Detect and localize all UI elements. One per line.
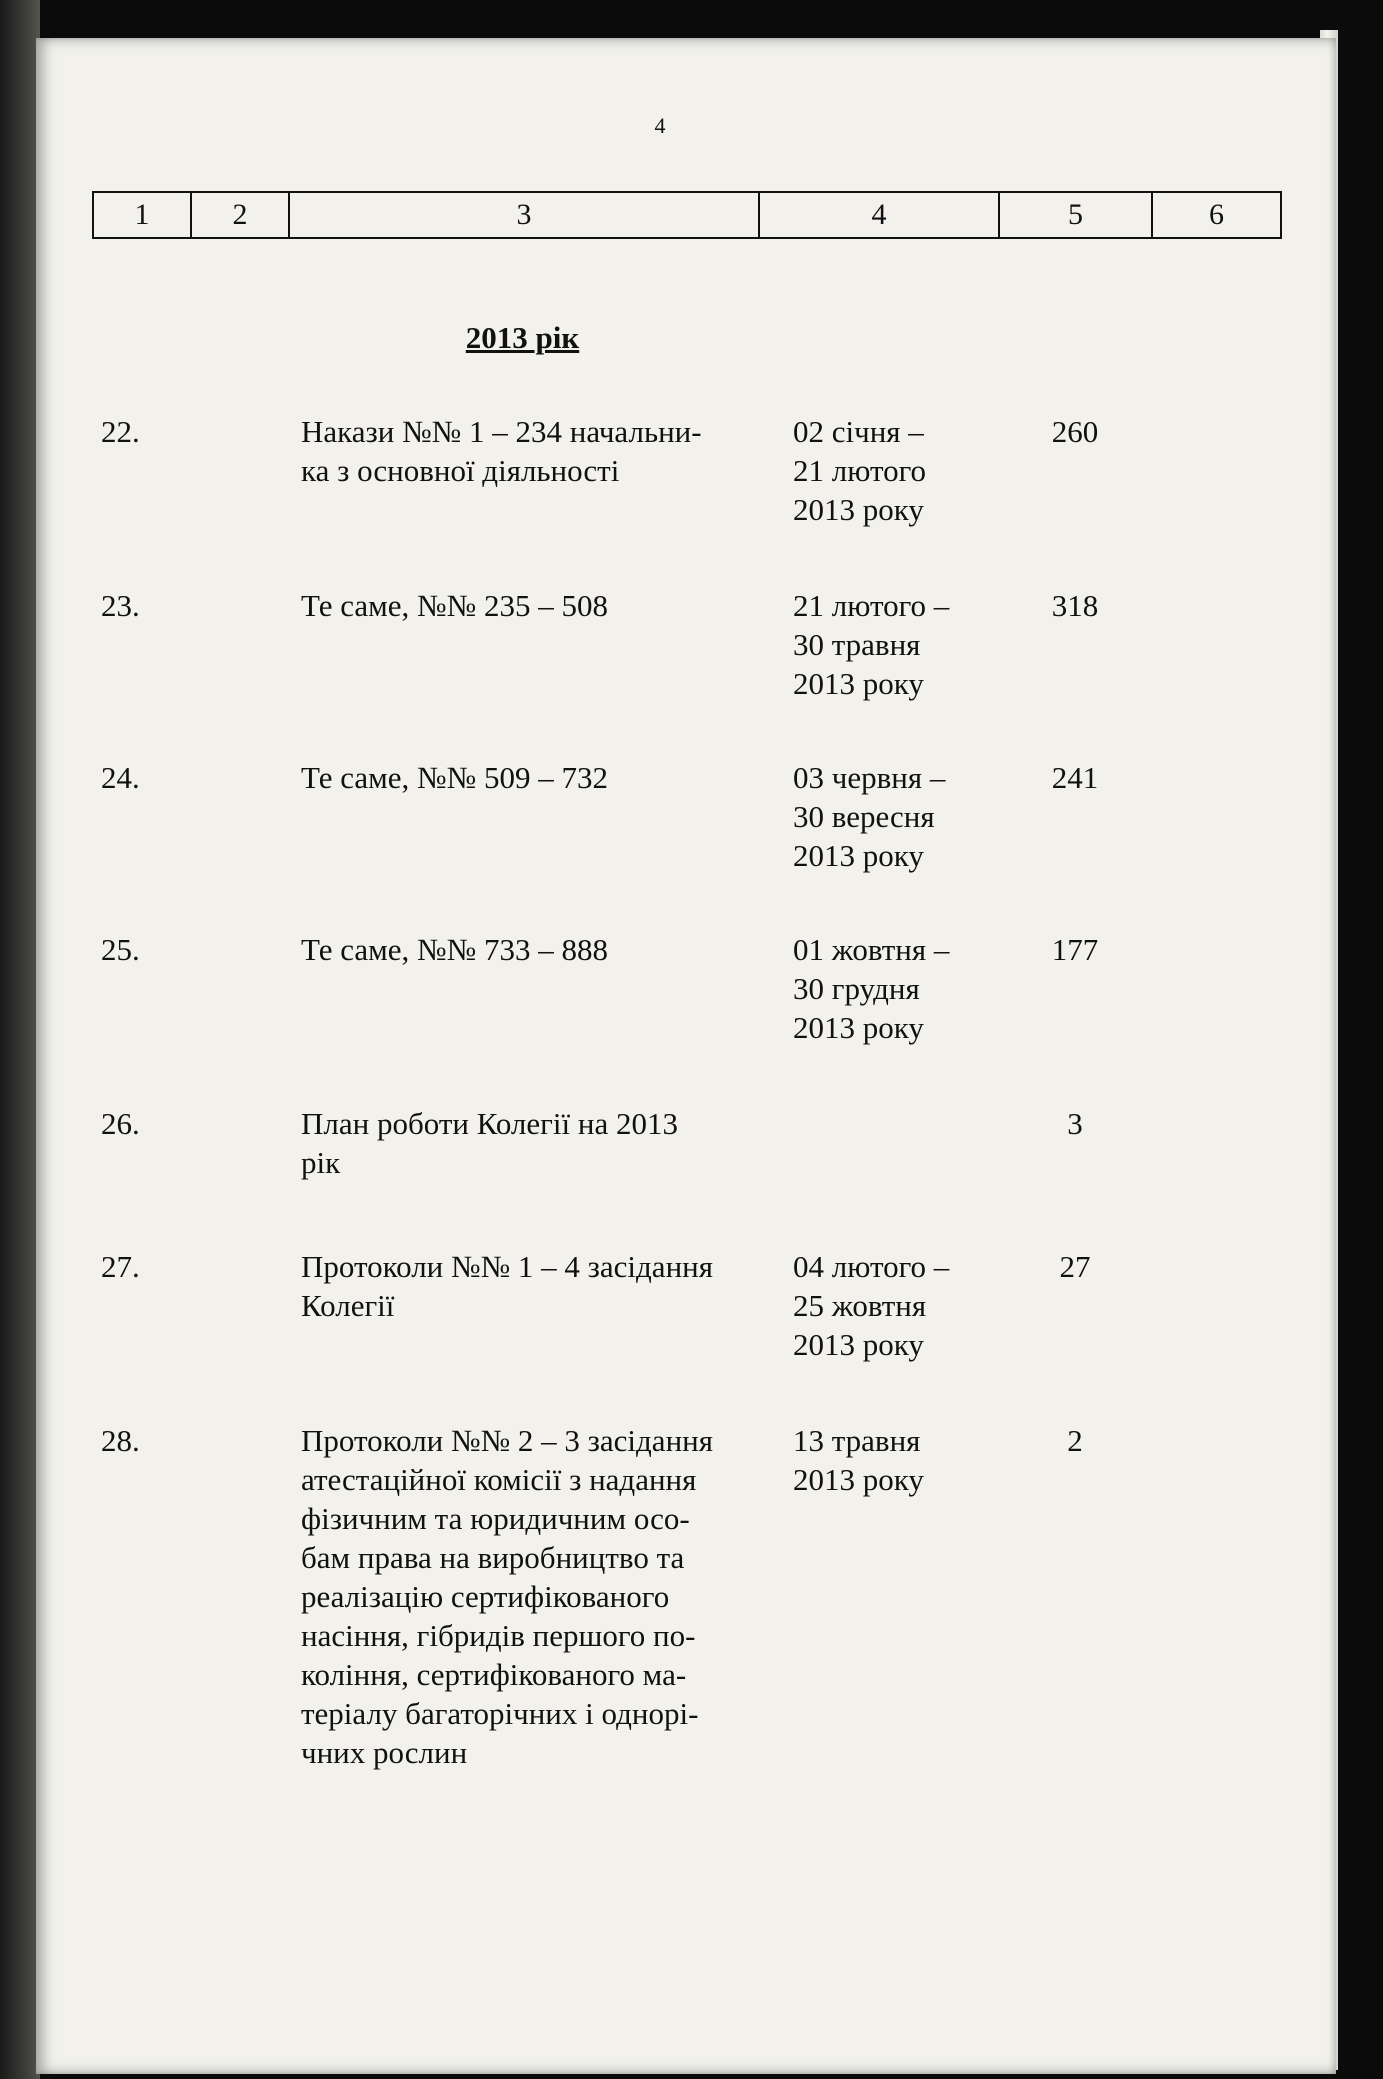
row-dates: 13 травня 2013 року bbox=[793, 1423, 924, 1497]
row-dates: 04 лютого – 25 жовтня 2013 року bbox=[793, 1249, 950, 1362]
row-title: План роботи Колегії на 2013 рік bbox=[301, 1106, 678, 1180]
column-number-header bbox=[92, 191, 1282, 239]
row-dates: 21 лютого – 30 травня 2013 року bbox=[793, 588, 950, 701]
page-number: 4 bbox=[654, 113, 666, 138]
row-number: 27. bbox=[101, 1249, 140, 1284]
section-title: 2013 рік bbox=[465, 320, 580, 355]
row-title: Протоколи №№ 2 – 3 засідання атестаційної комісії з надання фізичним та юридичним осо- бам права на виробництво та реалізацію сертифікованого насіння, гібридів першого по- коління, сертифікованого ма- теріалу багаторічних і однорі- чних рослин bbox=[301, 1423, 714, 1770]
book-binding bbox=[0, 0, 40, 2079]
row-number: 28. bbox=[101, 1423, 140, 1458]
column-header-cell: 5 bbox=[1000, 193, 1153, 237]
row-dates: 01 жовтня – 30 грудня 2013 року bbox=[793, 932, 950, 1045]
column-header-cell: 6 bbox=[1209, 198, 1224, 231]
row-dates: 03 червня – 30 вересня 2013 року bbox=[793, 760, 946, 873]
row-title: Те саме, №№ 509 – 732 bbox=[301, 760, 608, 795]
row-dates: 02 січня – 21 лютого 2013 року bbox=[793, 414, 927, 527]
row-title: Те саме, №№ 235 – 508 bbox=[301, 588, 608, 623]
row-count: 260 bbox=[1051, 414, 1099, 449]
row-count: 177 bbox=[1051, 932, 1099, 967]
row-title: Протоколи №№ 1 – 4 засідання Колегії bbox=[301, 1249, 714, 1323]
row-number: 25. bbox=[101, 932, 140, 967]
row-number: 23. bbox=[101, 588, 140, 623]
column-header-cell: 1 bbox=[94, 193, 192, 237]
row-count: 27 bbox=[1059, 1249, 1091, 1284]
row-count: 3 bbox=[1067, 1106, 1083, 1141]
column-header-cell: 3 bbox=[290, 193, 760, 237]
row-number: 22. bbox=[101, 414, 140, 449]
column-header-cell: 2 bbox=[192, 193, 290, 237]
row-number: 26. bbox=[101, 1106, 140, 1141]
row-number: 24. bbox=[101, 760, 140, 795]
column-header-cell: 4 bbox=[760, 193, 1000, 237]
row-title: Накази №№ 1 – 234 начальни- ка з основної діяльності bbox=[301, 414, 702, 488]
row-count: 318 bbox=[1051, 588, 1099, 623]
row-count: 2 bbox=[1067, 1423, 1083, 1458]
row-count: 241 bbox=[1051, 760, 1099, 795]
row-title: Те саме, №№ 733 – 888 bbox=[301, 932, 608, 967]
